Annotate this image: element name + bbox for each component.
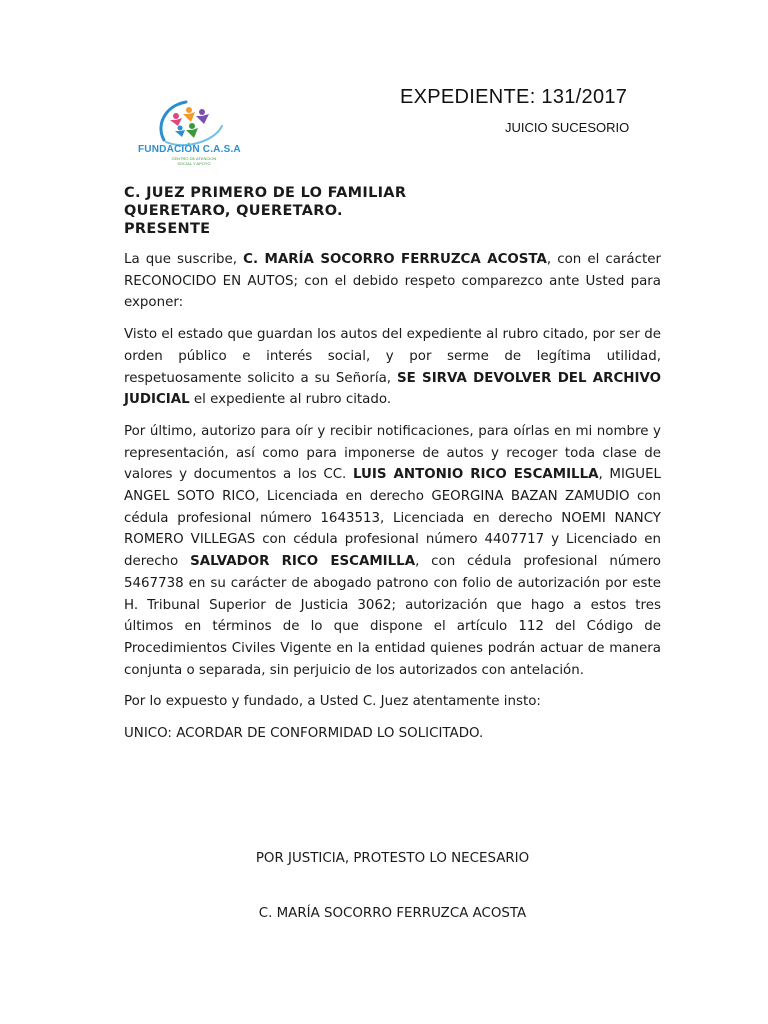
addressee-line-judge: C. JUEZ PRIMERO DE LO FAMILIAR bbox=[124, 185, 407, 201]
expediente-number: EXPEDIENTE: 131/2017 bbox=[400, 86, 628, 108]
paragraph-request-text-c: el expediente al rubro citado. bbox=[189, 392, 392, 408]
request-bold: SE SIRVA DEVOLVER DEL ARCHIVO JUDICIAL bbox=[124, 370, 661, 408]
fundacion-casa-logo bbox=[134, 96, 254, 166]
paragraph-authorization-text-c: , MIGUEL ANGEL SOTO RICO, Licenciada en derecho GEORGINA BAZAN ZAMUDIO con cédula profesional número 1643513, Licenciada en derecho NOEMI NANCY ROMERO VILLEGAS con cédula profesional número 4407717 y Licenciado en derecho bbox=[124, 467, 661, 570]
paragraph-intro-text-a: La que suscribe, bbox=[124, 252, 244, 267]
paragraph-authorization bbox=[124, 421, 661, 681]
paragraph-unico: UNICO: ACORDAR DE CONFORMIDAD LO SOLICITADO. bbox=[124, 726, 484, 742]
signer-name-bold: C. MARÍA SOCORRO FERRUZCA ACOSTA bbox=[243, 252, 547, 267]
paragraph-petition: Por lo expuesto y fundado, a Usted C. Juez atentamente insto: bbox=[124, 694, 541, 710]
juicio-type: JUICIO SUCESORIO bbox=[505, 120, 630, 135]
addressee-block bbox=[124, 184, 664, 238]
paragraph-authorization-text-e: , con cédula profesional número 5467738 en su carácter de abogado patrono con folio de autorización por este H. Tribunal Superior de Justicia 3062; autorización que hago a estos tres últimos en términos de lo que dispone el artículo 112 del Código de Procedimientos Civiles Vigente en la entidad quienes podrán actuar de manera conjunta o separada, sin perjuicio de los autorizados con antelación. bbox=[124, 554, 662, 678]
authorized-name-bold-2: SALVADOR RICO ESCAMILLA bbox=[190, 554, 416, 570]
authorized-name-bold-1: LUIS ANTONIO RICO ESCAMILLA bbox=[352, 467, 599, 483]
logo-subtext: CENTRO DE ATENCION SOCIAL Y APOYO bbox=[171, 156, 217, 166]
paragraph-request-text-a: Visto el estado que guardan los autos del expediente al rubro citado, por ser de orden público e interés social, y por serme de legítima utilidad, respetuosamente solicito a su Señoría, bbox=[124, 327, 661, 386]
paragraph-request bbox=[124, 324, 661, 411]
document-body bbox=[124, 249, 661, 755]
paragraph-intro bbox=[124, 249, 661, 314]
closing-signature-name: C. MARÍA SOCORRO FERRUZCA ACOSTA bbox=[258, 906, 527, 921]
addressee-line-presente: PRESENTE bbox=[124, 221, 211, 237]
addressee-line-city: QUERETARO, QUERETARO. bbox=[124, 203, 343, 219]
logo-text: FUNDACIÓN C.A.S.A bbox=[138, 144, 241, 155]
closing-protesto: POR JUSTICIA, PROTESTO LO NECESARIO bbox=[255, 851, 530, 866]
paragraph-authorization-text-a: Por último, autorizo para oír y recibir notificaciones, para oírlas en mi nombre y representación, así como para imponerse de autos y recoger toda clase de valores y documentos a los CC. bbox=[124, 423, 661, 483]
paragraph-intro-text-c: , con el carácter RECONOCIDO EN AUTOS; con el debido respeto comparezco ante Usted para exponer: bbox=[124, 252, 661, 311]
